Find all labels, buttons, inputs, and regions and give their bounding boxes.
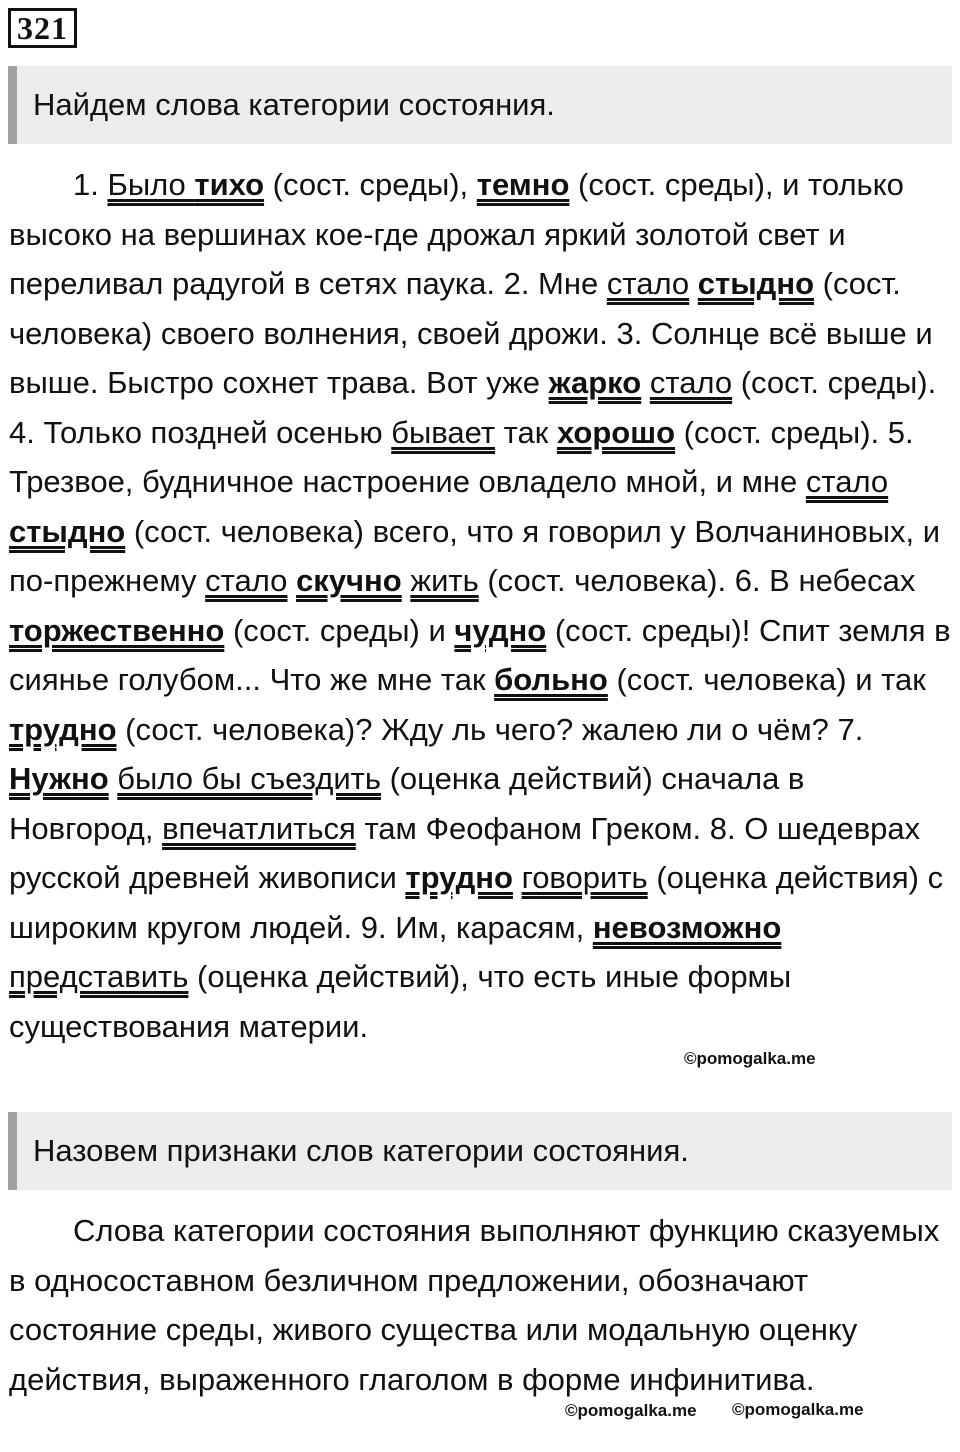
state-word: трудно bbox=[9, 711, 117, 747]
example-paragraph: 1. Было тихо (сост. среды), темно (сост. среды), и только высоко на вершинах кое-где дрожал яркий золотой свет и переливал радугой в сетях паука. 2. Мне стало стыдно (сост. человека) своего волнения, своей дрожи. 3. Солнце всё выше и выше. Быстро сохнет трава. Вот уже жарко стало (сост. среды). 4. Только поздней осенью бывает так хорошо (сост. среды). 5. Трезвое, будничное настроение овладело мной, и мне стало стыдно (сост. человека) всего, что я говорил у Волчаниновых, и по-прежнему стало скучно жить (сост. человека). 6. В небесах торжественно (сост. среды) и чудно (сост. среды)! Спит земля в сиянье голубом... Что же мне так больно (сост. человека) и так трудно (сост. человека)? Жду ль чего? жалею ли о чём? 7. Нужно было бы съездить (оценка действий) сначала в Новгород, впечатлиться там Феофаном Греком. 8. О шедеврах русской древней живописи трудно говорить (оценка действия) с широким кругом людей. 9. Им, карасям, невозможно представить (оценка действий), что есть иные формы существования материи. bbox=[9, 167, 951, 1044]
section-heading-find-text: Найдем слова категории состояния. bbox=[33, 87, 555, 122]
exercise-number: 321 bbox=[8, 8, 77, 48]
watermark: ©pomogalka.me bbox=[565, 1401, 697, 1420]
state-word: чудно bbox=[454, 612, 547, 648]
state-word: жарко bbox=[548, 365, 642, 400]
predicate-word: жить bbox=[410, 563, 479, 598]
predicate-word: стало bbox=[205, 563, 288, 598]
watermark: ©pomogalka.me bbox=[684, 1049, 816, 1068]
state-word: темно bbox=[476, 167, 570, 202]
state-word: трудно bbox=[405, 860, 513, 895]
section-heading-features bbox=[8, 1112, 952, 1190]
predicate-word: бывает bbox=[391, 414, 496, 450]
predicate-word: стало bbox=[606, 266, 690, 301]
predicate-word: говорить bbox=[521, 860, 648, 895]
state-word: торжественно bbox=[9, 612, 225, 648]
predicate-word: было бы съездить bbox=[117, 761, 381, 796]
predicate-word: стало bbox=[649, 365, 733, 400]
predicate-word: представить bbox=[9, 959, 189, 994]
state-word: стыдно bbox=[697, 266, 815, 301]
state-word: невозможно bbox=[592, 909, 782, 945]
state-word: Нужно bbox=[9, 761, 109, 796]
predicate-word: Было тихо bbox=[107, 167, 265, 202]
watermark: ©pomogalka.me bbox=[732, 1400, 864, 1419]
answer-paragraph: Слова категории состояния выполняют функцию сказуемых в односоставном безличном предложении, обозначают состояние среды, живого существа или модальную оценку действия, выраженного глаголом в форме инфинитива. bbox=[9, 1213, 940, 1397]
section-heading-find bbox=[8, 66, 952, 144]
answer-text bbox=[9, 1206, 951, 1404]
state-word: скучно bbox=[296, 563, 402, 598]
state-word: больно bbox=[494, 662, 608, 697]
predicate-word: стало bbox=[805, 464, 889, 499]
state-word: стыдно bbox=[9, 513, 126, 549]
example-sentences bbox=[9, 160, 951, 1051]
section-heading-features-text: Назовем признаки слов категории состояния. bbox=[33, 1133, 689, 1168]
state-word: хорошо bbox=[556, 414, 676, 450]
predicate-word: впечатлиться bbox=[162, 810, 356, 846]
